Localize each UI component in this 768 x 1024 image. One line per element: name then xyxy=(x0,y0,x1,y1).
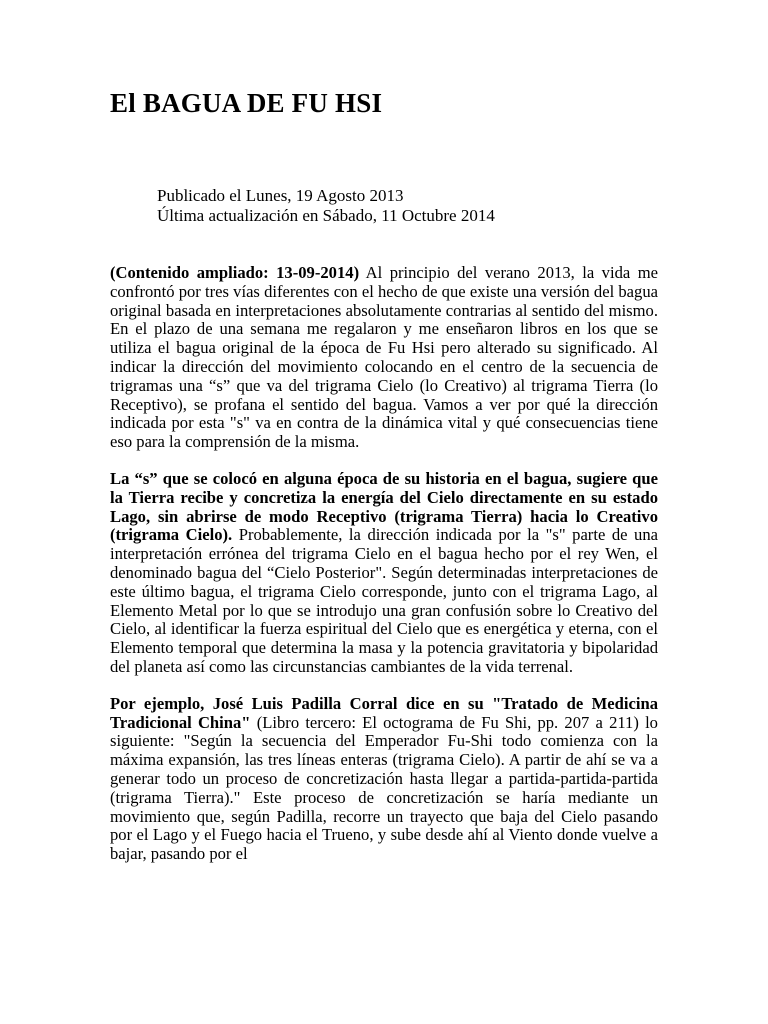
paragraph-1 xyxy=(110,264,658,452)
document-title: El BAGUA DE FU HSI xyxy=(110,88,383,118)
paragraph-2-bold: La “s” que se colocó en alguna época de su historia en el bagua, sugiere que la Tierra recibe y concretiza la energía del Cielo directamente en su estado Lago, sin abrirse de modo Receptivo (trigrama Tierra) hacia lo Creativo (trigrama Cielo). xyxy=(110,468,658,545)
paragraph-2-text: Probablemente, la dirección indicada por la "s" parte de una interpretación errónea del trigrama Cielo en el bagua hecho por el rey Wen, el denominado bagua del “Cielo Posterior". Según determinadas interpretaciones de este último bagua, el trigrama Cielo corresponde, junto con el trigrama Lago, al Elemento Metal por lo que se introdujo una gran confusión sobre lo Creativo del Cielo, al identificar la fuerza espiritual del Cielo que es energética y eterna, con el Elemento temporal que determina la masa y la potencia gravitatoria y bipolaridad del planeta así como las circunstancias cambiantes de la vida terrenal. xyxy=(110,525,658,676)
paragraph-3 xyxy=(110,695,658,864)
published-date: Publicado el Lunes, 19 Agosto 2013 xyxy=(157,186,404,205)
paragraph-1-bold: (Contenido ampliado: 13-09-2014) xyxy=(110,263,360,282)
paragraph-1-text: Al principio del verano 2013, la vida me confrontó por tres vías diferentes con el hecho de que existe una versión del bagua original basada en interpretaciones absolutamente contrarias al sentido del mismo. En el plazo de una semana me regalaron y me enseñaron libros en los que se utiliza el bagua original de la época de Fu Hsi pero alterado su significado. Al indicar la dirección del movimiento colocando en el centro de la secuencia de trigramas una “s” que va del trigrama Cielo (lo Creativo) al trigrama Tierra (lo Receptivo), se profana el sentido del bagua. Vamos a ver por qué la dirección indicada por esta "s" va en contra de la dinámica vital y qué consecuencias tiene eso para la comprensión de la misma. xyxy=(110,263,658,452)
updated-date: Última actualización en Sábado, 11 Octubre 2014 xyxy=(157,206,495,225)
paragraph-3-bold: Por ejemplo, José Luis Padilla Corral dice en su "Tratado de Medicina Tradicional China" xyxy=(110,693,658,732)
publication-info xyxy=(157,186,495,226)
paragraph-3-text: (Libro tercero: El octograma de Fu Shi, pp. 207 a 211) lo siguiente: "Según la secuencia del Emperador Fu-Shi todo comienza con la máxima expansión, las tres líneas enteras (trigrama Cielo). A partir de ahí se va a generar todo un proceso de concretización hasta llegar a partida-partida-partida (trigrama Tierra)." Este proceso de concretización se haría mediante un movimiento que, según Padilla, recorre un trayecto que baja del Cielo pasando por el Lago y el Fuego hacia el Trueno, y sube desde ahí al Viento donde vuelve a bajar, pasando por el xyxy=(110,712,658,864)
document-body xyxy=(110,264,658,864)
paragraph-2 xyxy=(110,470,658,677)
